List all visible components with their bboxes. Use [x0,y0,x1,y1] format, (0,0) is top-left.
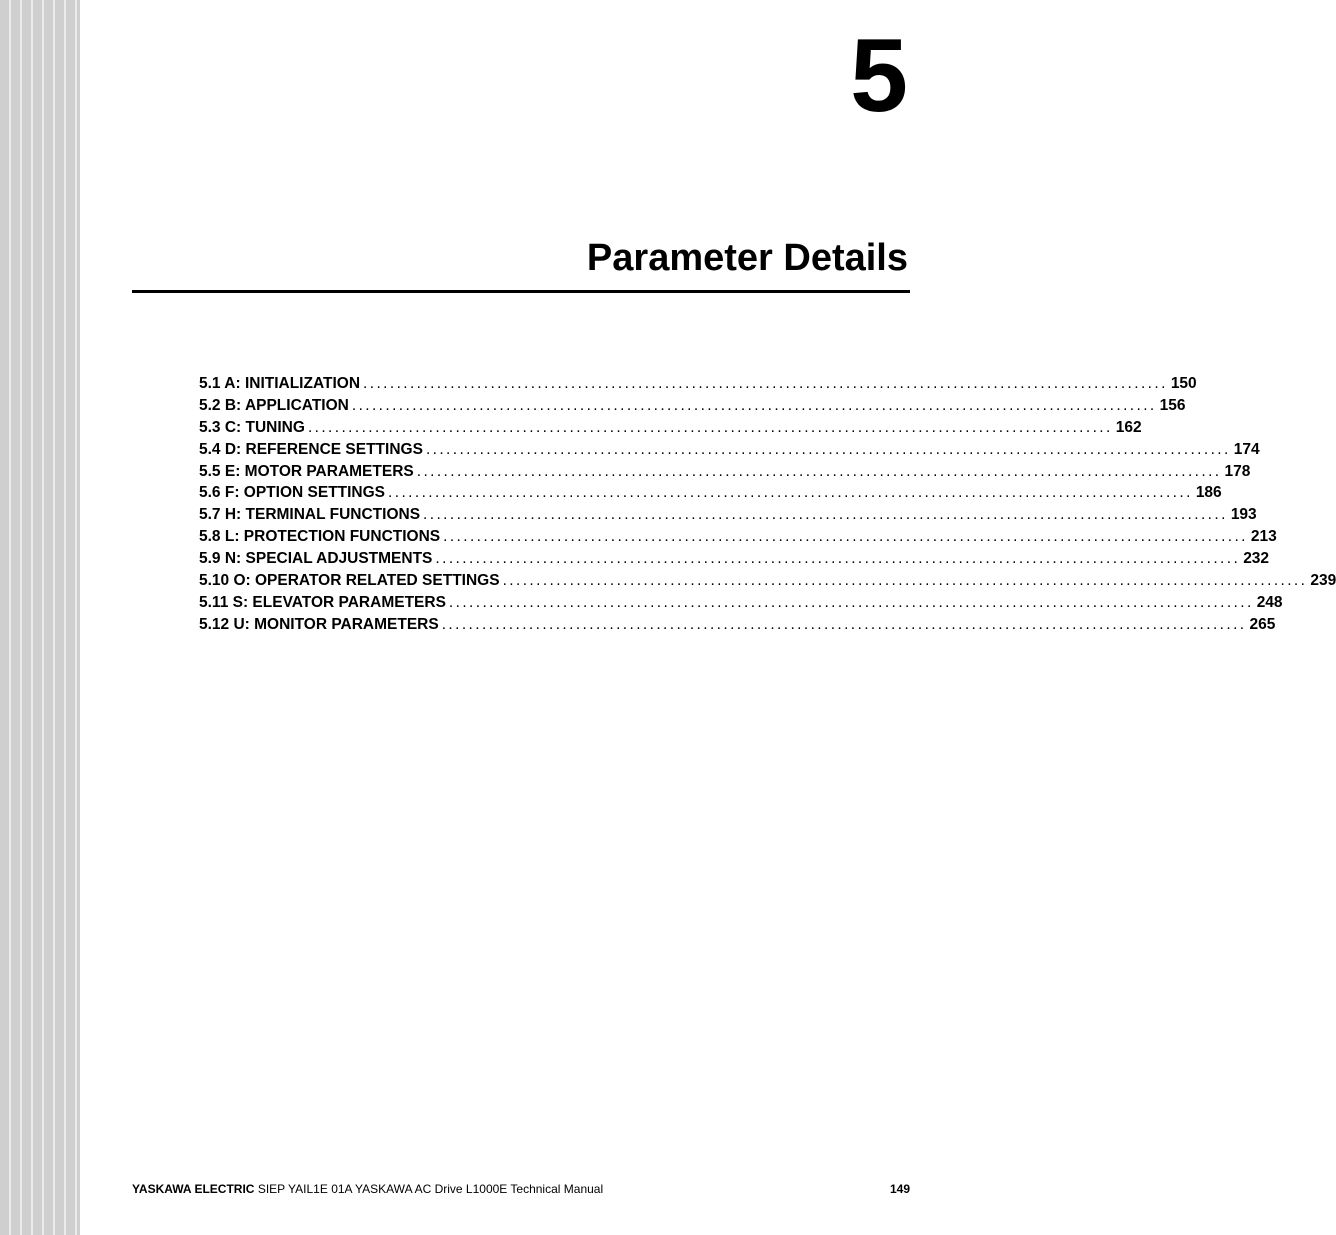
toc-item-label: 5.6 F: OPTION SETTINGS [199,484,386,502]
toc-leader: ........................................................................................................................ [416,462,1222,480]
footer-left [132,1182,603,1196]
toc-item-application[interactable] [199,396,1186,419]
toc-leader: ........................................................................................................................ [425,440,1231,458]
toc-item-reference-settings[interactable] [199,440,1260,463]
toc-item-page: 265 [1249,615,1276,633]
toc-item-label: 5.7 H: TERMINAL FUNCTIONS [199,506,421,524]
toc-leader: ........................................................................................................................ [351,396,1157,414]
toc-item-label: 5.11 S: ELEVATOR PARAMETERS [199,593,446,611]
chapter-title: Parameter Details [586,237,908,279]
toc-item-page: 193 [1230,506,1257,524]
toc-item-label: 5.3 C: TUNING [199,418,305,436]
toc-item-initialization[interactable] [199,375,1197,397]
toc-item-page: 248 [1256,593,1283,611]
toc-item-page: 178 [1224,462,1251,480]
toc-item-label: 5.8 L: PROTECTION FUNCTIONS [199,528,441,546]
toc-item-page: 186 [1195,484,1222,502]
toc-leader: ........................................................................................................................ [423,506,1228,524]
toc-item-special-adjustments[interactable] [199,550,1270,572]
toc-item-label: 5.5 E: MOTOR PARAMETERS [199,462,414,480]
toc-item-elevator-parameters[interactable] [199,593,1283,616]
footer-page-number: 149 [889,1182,910,1196]
toc-item-page: 213 [1250,528,1277,546]
toc-item-motor-parameters[interactable] [199,462,1251,485]
toc-leader: ........................................................................................................................ [448,593,1254,611]
toc-leader: ........................................................................................................................ [441,615,1247,633]
toc-item-label: 5.4 D: REFERENCE SETTINGS [199,440,423,458]
toc-leader: ........................................................................................................................ [363,375,1168,392]
toc-item-operator-related-settings[interactable] [199,572,1336,594]
toc-item-label: 5.10 O: OPERATOR RELATED SETTINGS [199,572,500,590]
toc-item-tuning[interactable] [199,418,1142,441]
toc-item-label: 5.12 U: MONITOR PARAMETERS [199,615,439,633]
toc-leader: ........................................................................................................................ [435,550,1241,568]
toc-item-page: 174 [1233,440,1260,458]
toc-item-label: 5.2 B: APPLICATION [199,396,349,414]
toc-item-label: 5.9 N: SPECIAL ADJUSTMENTS [199,550,433,568]
toc-leader: ........................................................................................................................ [502,572,1308,590]
title-rule [132,290,910,293]
toc-item-page: 232 [1243,550,1270,568]
side-stripe [0,0,80,1235]
toc-item-page: 239 [1310,572,1336,590]
chapter-number: 5 [850,18,908,134]
footer-brand: YASKAWA ELECTRIC [132,1182,255,1196]
toc-item-terminal-functions[interactable] [199,506,1257,528]
footer-document-title: SIEP YAIL1E 01A YASKAWA AC Drive L1000E Technical Manual [257,1182,604,1196]
toc-item-option-settings[interactable] [199,484,1222,506]
toc-item-monitor-parameters[interactable] [199,615,1276,638]
toc-item-page: 156 [1159,396,1186,414]
toc-leader: ........................................................................................................................ [307,418,1113,436]
toc-leader: ........................................................................................................................ [443,528,1248,546]
toc-leader: ........................................................................................................................ [388,484,1193,502]
toc-item-page: 150 [1170,375,1197,392]
table-of-contents [199,375,1336,638]
toc-item-page: 162 [1115,418,1142,436]
toc-item-protection-functions[interactable] [199,528,1277,550]
page-footer [132,1182,910,1196]
toc-item-label: 5.1 A: INITIALIZATION [199,375,361,392]
